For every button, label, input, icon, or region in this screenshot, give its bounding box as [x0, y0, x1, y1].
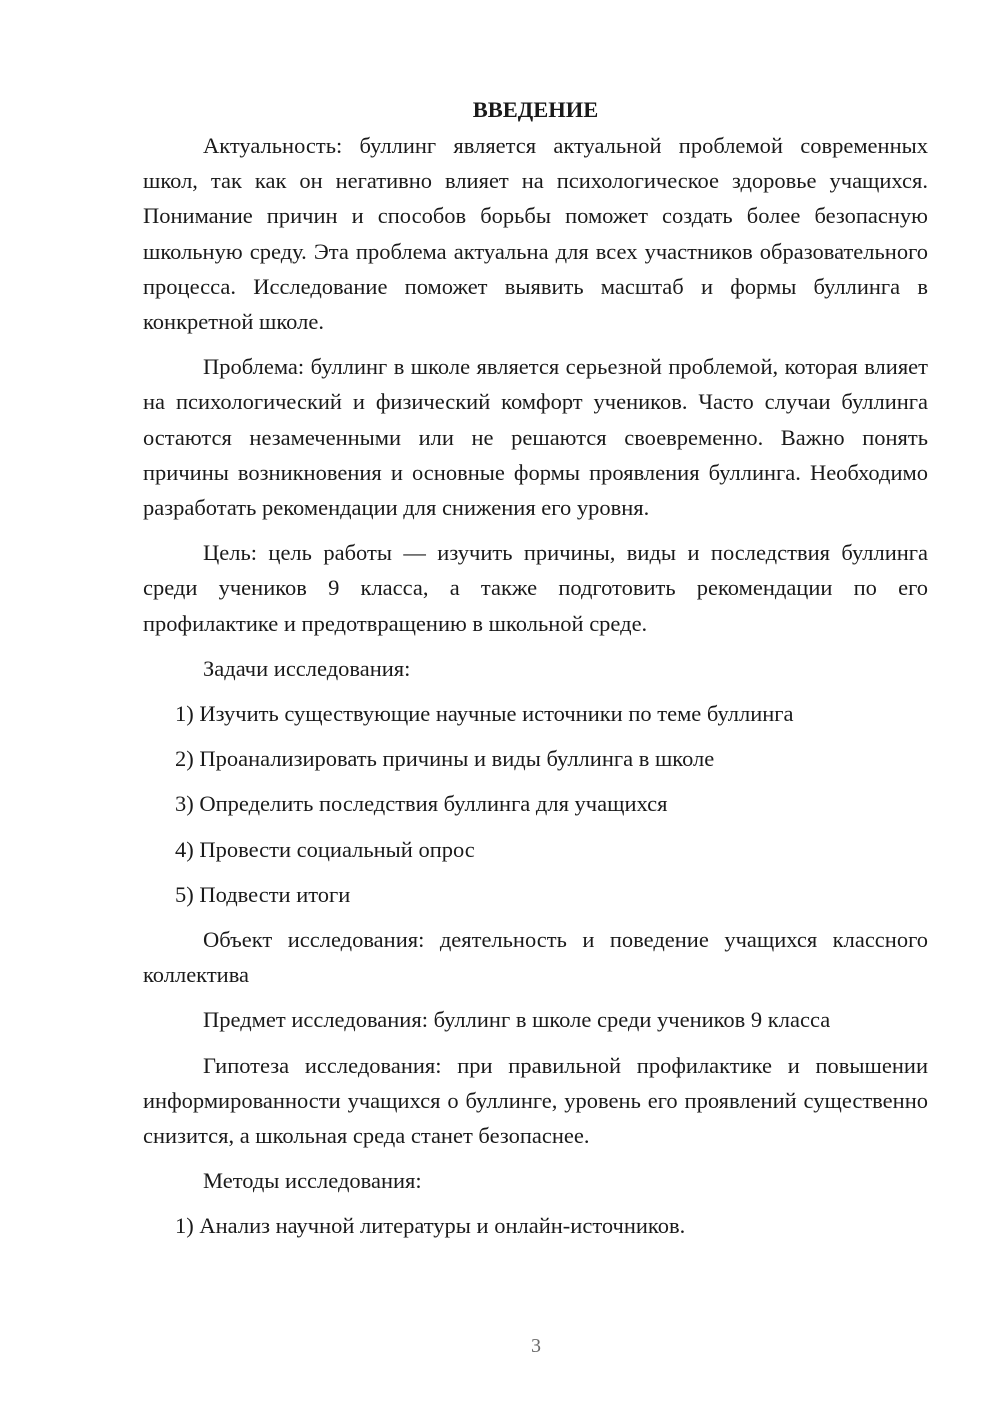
hypothesis-paragraph: Гипотеза исследования: при правильной профилактике и повышении информированности учащихся о буллинге, уровень его проявлений существенно снизится, а школьная среда станет безопаснее. — [143, 1052, 928, 1149]
tasks-heading: Задачи исследования: — [203, 655, 411, 681]
tasks-list — [143, 696, 928, 912]
document-body — [143, 92, 928, 1254]
task-item: 2) Проанализировать причины и виды буллинга в школе — [175, 746, 715, 772]
page-number: 3 — [531, 1335, 541, 1357]
section-title: ВВЕДЕНИЕ — [472, 97, 599, 122]
problem-paragraph: Проблема: буллинг в школе является серьезной проблемой, которая влияет на психологический и физический комфорт учеников. Часто случаи буллинга остаются незамеченными или не решаются своевременно. Важно понять причины возникновения и основные формы проявления буллинга. Необходимо разработать рекомендации для снижения его уровня. — [143, 354, 928, 521]
object-paragraph: Объект исследования: деятельность и поведение учащихся классного коллектива — [143, 927, 928, 988]
task-item: 3) Определить последствия буллинга для учащихся — [175, 791, 668, 817]
goal-paragraph: Цель: цель работы — изучить причины, виды и последствия буллинга среди учеников 9 класса, а также подготовить рекомендации по его профилактике и предотвращению в школьной среде. — [143, 540, 928, 636]
task-item: 5) Подвести итоги — [175, 881, 351, 907]
task-item: 4) Провести социальный опрос — [175, 836, 475, 862]
methods-heading: Методы исследования: — [203, 1168, 422, 1194]
relevance-paragraph: Актуальность: буллинг является актуальной проблемой современных школ, так как он негативно влияет на психологическое здоровье учащихся. Понимание причин и способов борьбы поможет создать более безопасную школьную среду. Эта проблема актуальна для всех участников образовательного процесса. Исследование поможет выявить масштаб и формы буллинга в конкретной школе. — [143, 133, 928, 335]
subject-paragraph: Предмет исследования: буллинг в школе среди учеников 9 класса — [203, 1007, 831, 1033]
methods-list — [143, 1208, 928, 1243]
method-item: 1) Анализ научной литературы и онлайн-источников. — [175, 1213, 686, 1239]
task-item: 1) Изучить существующие научные источники по теме буллинга — [175, 701, 794, 727]
